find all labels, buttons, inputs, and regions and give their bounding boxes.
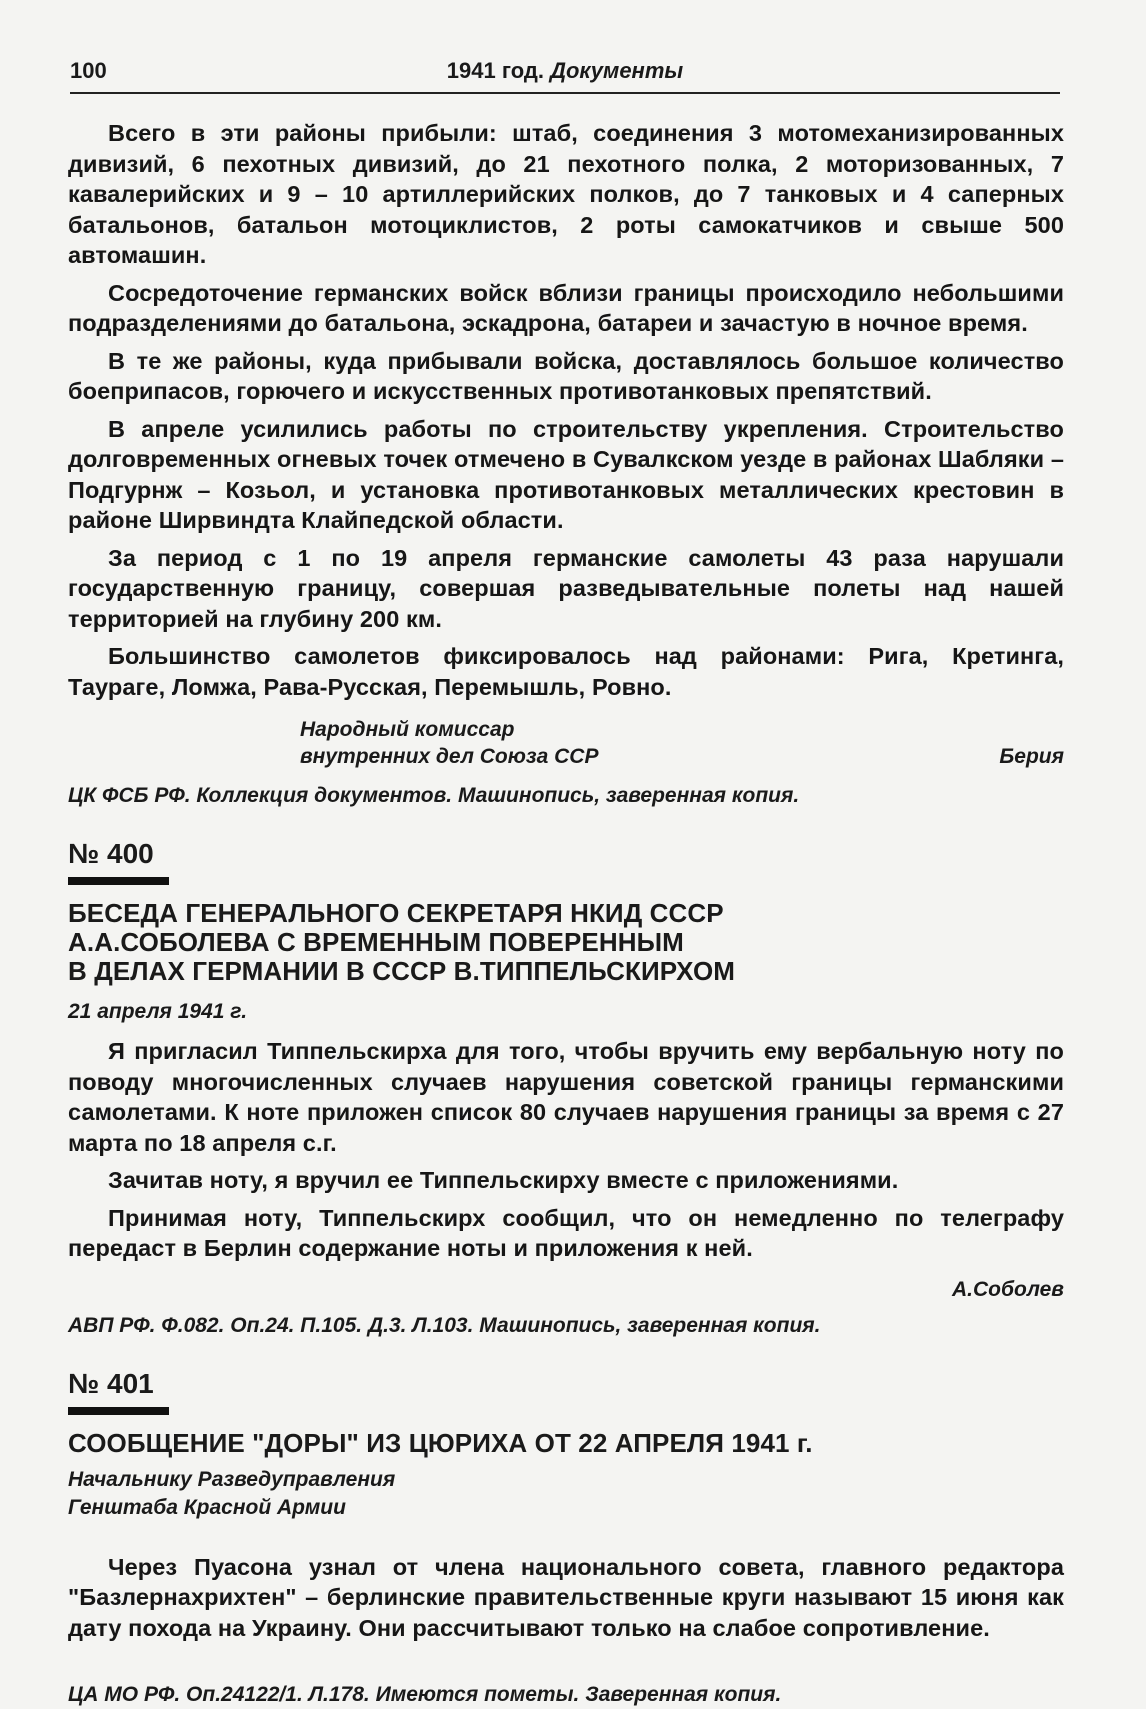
previous-document-continuation: [68, 118, 1064, 810]
paragraph: Сосредоточение германских войск вблизи границы происходило небольшими подразделениями до батальона, эскадрона, батареи и зачастую в ночное время.: [68, 278, 1064, 339]
document-title-line: А.А.СОБОЛЕВА С ВРЕМЕННЫМ ПОВЕРЕННЫМ: [68, 928, 1064, 957]
paragraph: Принимая ноту, Типпельскирх сообщил, что он немедленно по телеграфу передаст в Берлин содержание ноты и приложения к ней.: [68, 1203, 1064, 1264]
document-title: СООБЩЕНИЕ "ДОРЫ" ИЗ ЦЮРИХА ОТ 22 АПРЕЛЯ 1941 г.: [68, 1429, 1064, 1458]
book-subtitle: Документы: [550, 58, 683, 83]
document-title: [68, 899, 1064, 986]
paragraph: В те же районы, куда прибывали войска, доставлялось большое количество боеприпасов, горючего и искусственных противотанковых препятствий.: [68, 346, 1064, 407]
document-number: № 400: [68, 838, 1064, 870]
addressee-line: Генштаба Красной Армии: [68, 1494, 1064, 1522]
addressee: [68, 1466, 1064, 1522]
paragraph: Большинство самолетов фиксировалось над районами: Рига, Кретинга, Таураге, Ломжа, Рава-Русская, Перемышль, Ровно.: [68, 641, 1064, 702]
paragraph: Зачитав ноту, я вручил ее Типпельскирху вместе с приложениями.: [68, 1165, 1064, 1196]
document-401: [68, 1368, 1064, 1709]
archive-source: ЦА МО РФ. Оп.24122/1. Л.178. Имеются пометы. Заверенная копия.: [68, 1681, 1064, 1709]
signatory-title: [300, 716, 598, 770]
page-content: [68, 118, 1064, 1709]
running-head: [70, 56, 1060, 94]
paragraph: Всего в эти районы прибыли: штаб, соединения 3 мотомеханизированных дивизий, 6 пехотных дивизий, до 21 пехотного полка, 2 моторизованных, 7 кавалерийских и 9 – 10 артиллерийских полков, до 7 танковых и 4 саперных батальонов, батальон мотоциклистов, 2 роты самокатчиков и свыше 500 автомашин.: [68, 118, 1064, 271]
author-signature: А.Соболев: [68, 1276, 1064, 1304]
document-title-line: БЕСЕДА ГЕНЕРАЛЬНОГО СЕКРЕТАРЯ НКИД СССР: [68, 899, 1064, 928]
document-400: [68, 838, 1064, 1340]
document-number: № 401: [68, 1368, 1064, 1400]
signature-block: [68, 710, 1064, 774]
document-rule: [68, 1407, 169, 1415]
signatory-title-line: Народный комиссар: [300, 716, 598, 743]
paragraph: Через Пуасона узнал от члена национального совета, главного редактора "Базлернахрихтен" – берлинские правительственные круги называют 15 июня как дату похода на Украину. Они рассчитывают только на слабое сопротивление.: [68, 1552, 1064, 1644]
signatory-name: Берия: [999, 743, 1064, 770]
paragraph: Я пригласил Типпельскирха для того, чтобы вручить ему вербальную ноту по поводу многочисленных случаев нарушения советской границы германскими самолетами. К ноте приложен список 80 случаев нарушения границы за время с 27 марта по 18 апреля с.г.: [68, 1036, 1064, 1158]
addressee-line: Начальнику Разведуправления: [68, 1466, 1064, 1494]
book-title: [70, 58, 1060, 84]
document-date: 21 апреля 1941 г.: [68, 998, 1064, 1026]
archive-source: АВП РФ. Ф.082. Оп.24. П.105. Д.3. Л.103. Машинопись, заверенная копия.: [68, 1312, 1064, 1340]
archive-source: ЦК ФСБ РФ. Коллекция документов. Машинопись, заверенная копия.: [68, 782, 1064, 810]
document-title-line: В ДЕЛАХ ГЕРМАНИИ В СССР В.ТИППЕЛЬСКИРХОМ: [68, 957, 1064, 986]
document-rule: [68, 877, 169, 885]
paragraph: За период с 1 по 19 апреля германские самолеты 43 раза нарушали государственную границу, совершая разведывательные полеты над нашей территорией на глубину 200 км.: [68, 543, 1064, 635]
page-number: 100: [70, 58, 107, 84]
paragraph: В апреле усилились работы по строительству укрепления. Строительство долговременных огневых точек отмечено в Сувалкском уезде в районах Шабляки – Подгурнж – Козьол, и установка противотанковых металлических крестовин в районе Ширвиндта Клайпедской области.: [68, 414, 1064, 536]
book-year: 1941 год.: [447, 58, 544, 83]
signatory-title-line: внутренних дел Союза ССР: [300, 743, 598, 770]
